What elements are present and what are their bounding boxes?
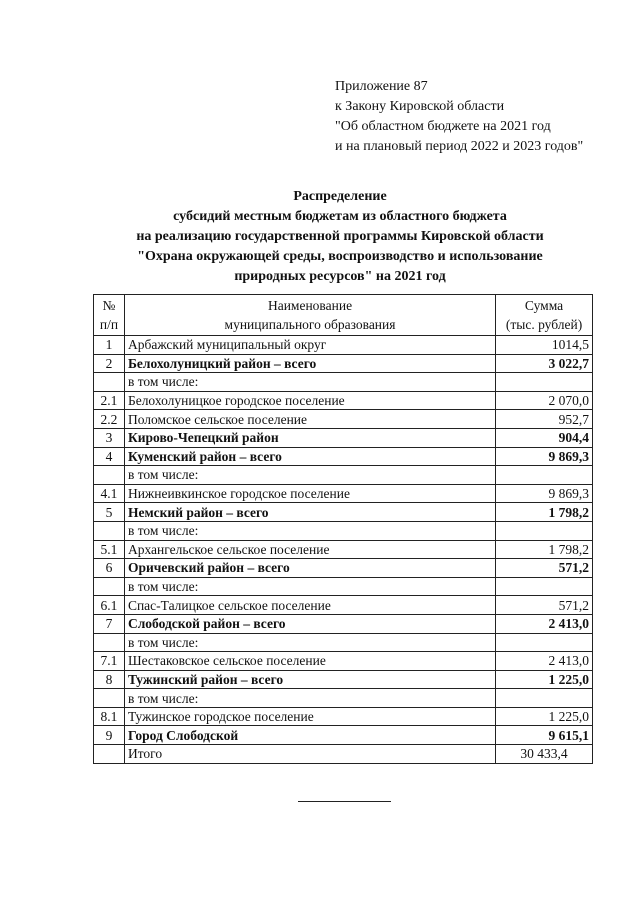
header-sum-line2: (тыс. рублей) [505, 317, 583, 332]
title-line: Распределение [293, 189, 387, 204]
row-number: 7 [94, 614, 125, 633]
header-name-line1: Наименование [267, 298, 353, 313]
row-sum [496, 373, 593, 392]
table-body [94, 336, 593, 764]
table-row [94, 503, 593, 522]
row-name: Арбажский муниципальный округ [124, 336, 495, 355]
row-name: в том числе: [124, 633, 495, 652]
row-number: 2.2 [94, 410, 125, 429]
header-name [124, 295, 495, 336]
row-name: Белохолуницкий район – всего [124, 354, 495, 373]
row-number: 4.1 [94, 484, 125, 503]
table-row [94, 577, 593, 596]
row-number: 9 [94, 726, 125, 745]
title-line: субсидий местным бюджетам из областного бюджета [173, 209, 507, 224]
row-sum [496, 466, 593, 485]
table-row [94, 707, 593, 726]
row-number: 3 [94, 428, 125, 447]
row-sum: 1 798,2 [496, 540, 593, 559]
row-sum: 2 413,0 [496, 652, 593, 671]
row-number: 4 [94, 447, 125, 466]
row-number: 5.1 [94, 540, 125, 559]
header-sum [496, 295, 593, 336]
table-row [94, 652, 593, 671]
row-number: 5 [94, 503, 125, 522]
row-name: Поломское сельское поселение [124, 410, 495, 429]
row-sum [496, 689, 593, 708]
row-sum [496, 577, 593, 596]
header-sum-line1: Сумма [524, 298, 564, 313]
table-row [94, 689, 593, 708]
row-sum: 1 225,0 [496, 670, 593, 689]
table-row [94, 596, 593, 615]
row-number: 7.1 [94, 652, 125, 671]
row-number [94, 577, 125, 596]
row-name: в том числе: [124, 373, 495, 392]
row-name: Шестаковское сельское поселение [124, 652, 495, 671]
header-number-line2: п/п [99, 317, 119, 332]
row-name: Тужинское городское поселение [124, 707, 495, 726]
table-row [94, 354, 593, 373]
table-row [94, 428, 593, 447]
table-row [94, 745, 593, 764]
row-number [94, 689, 125, 708]
row-name: Белохолуницкое городское поселение [124, 391, 495, 410]
row-sum: 9 869,3 [496, 484, 593, 503]
row-sum: 3 022,7 [496, 354, 593, 373]
row-sum: 2 070,0 [496, 391, 593, 410]
table-row [94, 336, 593, 355]
appendix-reference [335, 77, 583, 157]
row-number: 8 [94, 670, 125, 689]
row-sum: 904,4 [496, 428, 593, 447]
subsidy-table [93, 294, 593, 764]
row-name: в том числе: [124, 466, 495, 485]
table-row [94, 614, 593, 633]
table-row [94, 670, 593, 689]
row-number: 1 [94, 336, 125, 355]
table-row [94, 391, 593, 410]
table-row [94, 447, 593, 466]
table-header-row [94, 295, 593, 336]
title-line: "Охрана окружающей среды, воспроизводство и использование [137, 249, 543, 264]
table-row [94, 373, 593, 392]
row-name: Куменский район – всего [124, 447, 495, 466]
row-sum: 571,2 [496, 559, 593, 578]
row-name: в том числе: [124, 521, 495, 540]
row-sum: 1 225,0 [496, 707, 593, 726]
appendix-line: Приложение 87 [335, 79, 428, 94]
row-number: 8.1 [94, 707, 125, 726]
row-name: в том числе: [124, 689, 495, 708]
row-sum: 9 615,1 [496, 726, 593, 745]
table-row [94, 521, 593, 540]
row-number [94, 521, 125, 540]
row-sum: 30 433,4 [496, 745, 593, 764]
title-line: на реализацию государственной программы Кировской области [136, 229, 544, 244]
table-row [94, 633, 593, 652]
table-row [94, 540, 593, 559]
row-name: Итого [124, 745, 495, 764]
header-number [94, 295, 125, 336]
header-name-line2: муниципального образования [224, 317, 396, 332]
row-sum: 1 798,2 [496, 503, 593, 522]
row-number [94, 633, 125, 652]
appendix-line: к Закону Кировской области [335, 99, 505, 114]
appendix-line: "Об областном бюджете на 2021 год [335, 119, 551, 134]
row-number: 6 [94, 559, 125, 578]
row-name: в том числе: [124, 577, 495, 596]
row-name: Нижнеивкинское городское поселение [124, 484, 495, 503]
row-name: Тужинский район – всего [124, 670, 495, 689]
document-title [80, 187, 600, 287]
row-name: Спас-Талицкое сельское поселение [124, 596, 495, 615]
row-name: Слободской район – всего [124, 614, 495, 633]
table-row [94, 726, 593, 745]
row-name: Архангельское сельское поселение [124, 540, 495, 559]
row-sum: 9 869,3 [496, 447, 593, 466]
row-number: 2 [94, 354, 125, 373]
row-number [94, 466, 125, 485]
row-sum [496, 633, 593, 652]
row-sum [496, 521, 593, 540]
row-name: Немский район – всего [124, 503, 495, 522]
row-number [94, 373, 125, 392]
row-name: Город Слободской [124, 726, 495, 745]
title-line: природных ресурсов" на 2021 год [234, 269, 446, 284]
row-name: Оричевский район – всего [124, 559, 495, 578]
row-name: Кирово-Чепецкий район [124, 428, 495, 447]
table-row [94, 466, 593, 485]
table-row [94, 559, 593, 578]
row-number: 2.1 [94, 391, 125, 410]
row-sum: 1014,5 [496, 336, 593, 355]
header-number-line1: № [102, 298, 116, 313]
row-sum: 952,7 [496, 410, 593, 429]
closing-rule [298, 801, 391, 802]
row-number: 6.1 [94, 596, 125, 615]
appendix-line: и на плановый период 2022 и 2023 годов" [335, 139, 584, 154]
row-sum: 2 413,0 [496, 614, 593, 633]
table-row [94, 484, 593, 503]
row-sum: 571,2 [496, 596, 593, 615]
table-row [94, 410, 593, 429]
row-number [94, 745, 125, 764]
